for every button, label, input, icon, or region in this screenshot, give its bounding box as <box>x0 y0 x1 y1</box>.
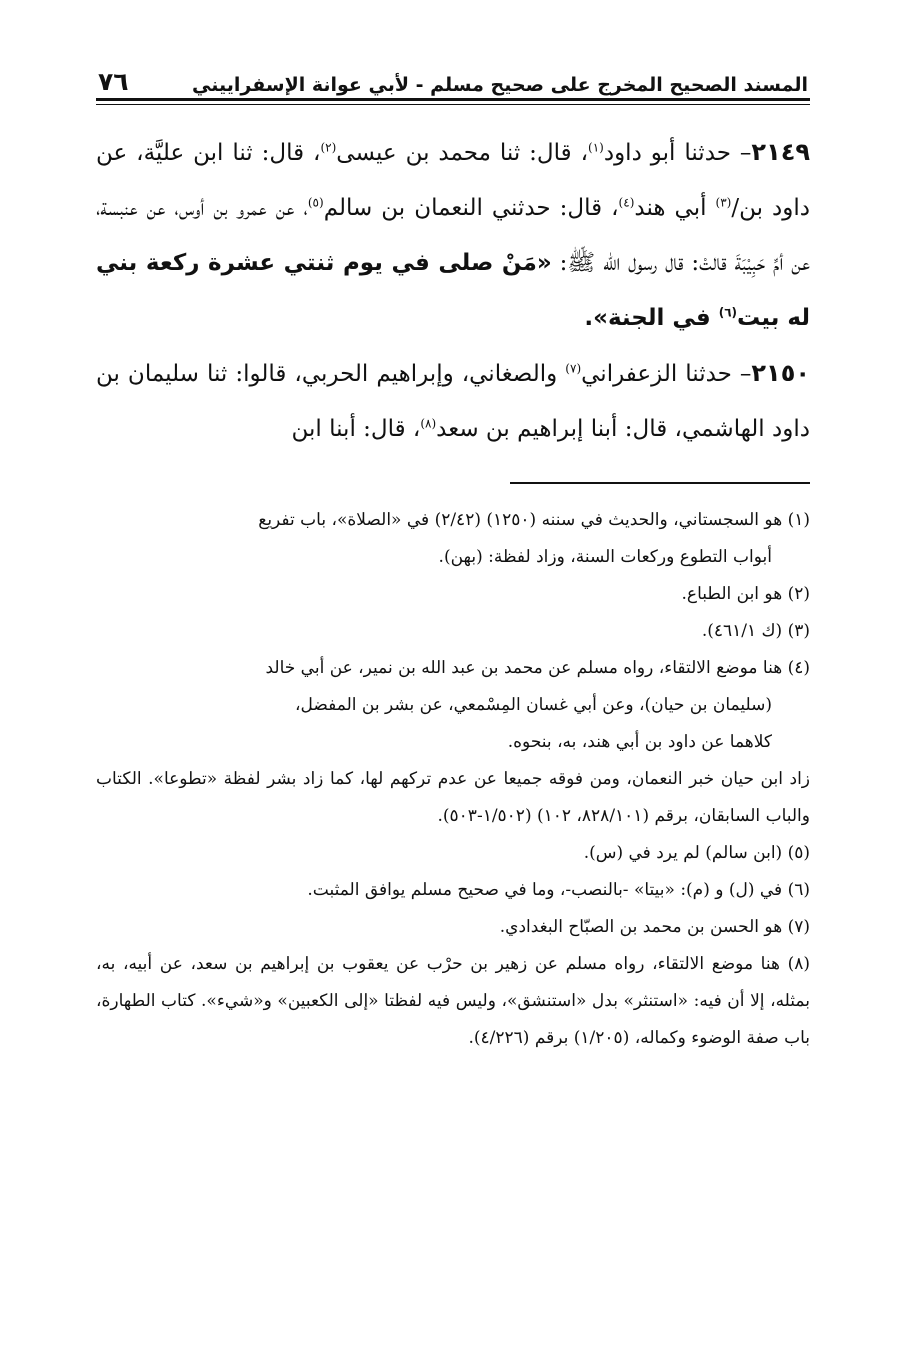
footnote-4-continued: كلاهما عن داود بن أبي هند، به، بنحوه. <box>507 732 772 752</box>
footnote-1: (١) هو السجستاني، والحديث في سننه (١٢٥٠) (٢/٤٢) في «الصلاة»، باب تفريع <box>258 510 810 530</box>
footnote-ref: (٧) <box>565 361 582 376</box>
text-run: – حدثنا الزعفراني <box>581 361 752 387</box>
footnote-ref: (٤) <box>618 195 635 210</box>
text-run: ، قال: ثنا ابن عليَّة، عن داود بن/ <box>96 140 810 221</box>
hadith-number: ٢١٥٠ <box>751 359 810 387</box>
text-run: ، قال: حدثني النعمان بن سالم <box>323 195 619 221</box>
footnotes <box>96 502 810 1057</box>
footnote-ref: (٨) <box>420 416 437 431</box>
quote-mark: ». <box>584 305 608 331</box>
book-page <box>96 62 810 1057</box>
footnote-ref: (٢) <box>320 140 337 155</box>
header-rule-thick <box>96 98 810 101</box>
footnote-ref: (٣) <box>715 195 732 210</box>
footnote-4: (٤) هنا موضع الالتقاء، رواه مسلم عن محمد بن عبد الله بن نمير، عن أبي خالد <box>265 658 810 678</box>
page-number: ٧٦ <box>98 67 129 96</box>
footnote-6: (٦) في (ل) و (م): «بيتا» -بالنصب-، وما في صحيح مسلم يوافق المثبت. <box>307 880 810 900</box>
quote-mark: « <box>536 250 552 276</box>
footnote-8: (٨) هنا موضع الالتقاء، رواه مسلم عن زهير بن حرْب عن يعقوب بن إبراهيم بن سعد، عن أبيه، به، بمثله، إلا أن فيه: «استنثر» بدل «استنشق»، وليس فيه لفظتا «إلى الكعبين» و«شيء». كتاب الطهارة، باب صفة الوضوء وكماله، (١/٢٠٥) برقم (٤/٢٢٦). <box>96 954 810 1048</box>
text-run: والصغاني، وإبراهيم الحربي، قالوا: ثنا سليمان بن داود الهاشمي، قال: أبنا إبراهيم بن سعد <box>96 361 810 442</box>
hadith-number: ٢١٤٩ <box>751 138 811 166</box>
footnote-ref: (٦) <box>718 305 738 320</box>
hadith-2150 <box>96 346 810 457</box>
text-run: ، قال: ثنا محمد بن عيسى <box>336 140 588 166</box>
text-run: ، عن عمرو بن أوس، عن عنبسة، عن أمِّ حَبِيْبَةَ قالتْ: قال رسول الله ﷺ: <box>96 195 811 276</box>
footnote-1-continued: أبواب التطوع وركعات السنة، وزاد لفظة: (بهن). <box>438 547 772 567</box>
footnote-4-continued: (سليمان بن حيان)، وعن أبي غسان المِسْمعي، عن بشر بن المفضل، <box>295 695 772 715</box>
hadith-2149 <box>96 125 810 346</box>
footnote-ref: (٥) <box>307 195 324 210</box>
main-text <box>96 125 810 457</box>
text-run: في الجنة <box>607 305 719 331</box>
footnote-separator <box>510 482 810 484</box>
footnote-4-addition: زاد ابن حيان خبر النعمان، ومن فوقه جميعا عن عدم تركهم لها، كما زاد بشر لفظة «تطوعا». الكتاب والباب السابقان، برقم (٨٢٨/١٠١، ١٠٢) (١/٥٠٢-٥٠٣). <box>96 769 810 826</box>
text-run: – حدثنا أبو داود <box>603 140 752 166</box>
text-run: مَنْ صلى في يوم ثنتي عشرة ركعة بني له بيت <box>96 250 810 331</box>
footnote-3: (٣) (ك ٤٦١/١). <box>701 621 810 641</box>
footnote-7: (٧) هو الحسن بن محمد بن الصبّاح البغدادي. <box>499 917 810 937</box>
footnote-5: (٥) (ابن سالم) لم يرد في (س). <box>583 843 810 863</box>
text-run: ، قال: أبنا ابن <box>291 416 421 442</box>
header-rule-thin <box>96 104 810 105</box>
footnote-2: (٢) هو ابن الطباع. <box>681 584 810 604</box>
running-header <box>96 62 810 96</box>
header-title: المسند الصحيح المخرج على صحيح مسلم - لأبي عوانة الإسفراييني <box>192 74 808 96</box>
text-run: أبي هند <box>634 195 716 221</box>
footnote-ref: (١) <box>588 140 604 155</box>
